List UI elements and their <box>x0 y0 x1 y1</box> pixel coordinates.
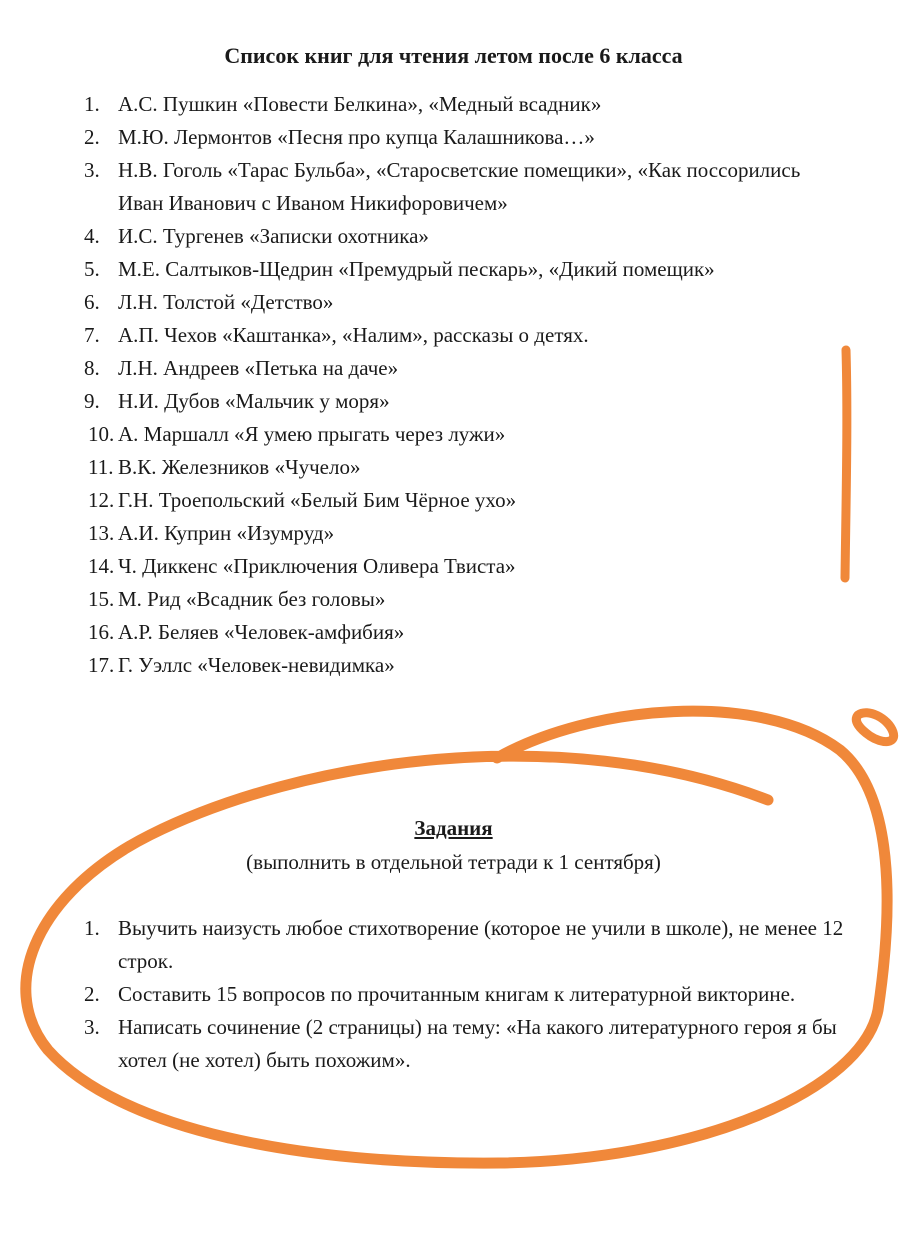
list-item <box>84 88 844 121</box>
tasks-heading: Задания <box>414 816 493 840</box>
item-text: М. Рид «Всадник без головы» <box>118 587 386 611</box>
item-number: 2. <box>84 125 100 149</box>
list-item <box>84 649 844 682</box>
item-number: 16. <box>88 620 115 644</box>
item-text: А.Р. Беляев «Человек-амфибия» <box>118 620 405 644</box>
item-number: 15. <box>88 587 115 611</box>
item-text: Г. Уэллс «Человек-невидимка» <box>118 653 395 677</box>
item-number: 6. <box>84 290 100 314</box>
item-text: А.С. Пушкин «Повести Белкина», «Медный всадник» <box>118 92 602 116</box>
item-number: 14. <box>88 554 115 578</box>
item-number: 9. <box>84 389 100 413</box>
item-number: 2. <box>84 982 100 1006</box>
document-title: Список книг для чтения летом после 6 класса <box>224 43 683 68</box>
item-text: Н.В. Гоголь «Тарас Бульба», «Старосветские помещики», «Как поссорились Иван Иванович с Иваном Никифоровичем» <box>118 158 801 215</box>
list-item <box>84 253 844 286</box>
item-text: М.Е. Салтыков-Щедрин «Премудрый пескарь», «Дикий помещик» <box>118 257 715 281</box>
list-item <box>84 451 844 484</box>
item-number: 17. <box>88 653 115 677</box>
item-text: Выучить наизусть любое стихотворение (которое не учили в школе), не менее 12 строк. <box>118 916 844 973</box>
item-text: Н.И. Дубов «Мальчик у моря» <box>118 389 390 413</box>
list-item <box>84 319 844 352</box>
list-item <box>84 352 844 385</box>
item-text: В.К. Железников «Чучело» <box>118 455 361 479</box>
item-number: 11. <box>88 455 114 479</box>
list-item <box>84 517 844 550</box>
list-item <box>84 583 844 616</box>
item-text: А.П. Чехов «Каштанка», «Налим», рассказы о детях. <box>118 323 589 347</box>
item-number: 1. <box>84 92 100 116</box>
marker-vertical-stroke <box>845 350 847 578</box>
item-text: И.С. Тургенев «Записки охотника» <box>118 224 429 248</box>
tasks-subtitle: (выполнить в отдельной тетради к 1 сентября) <box>246 850 661 874</box>
marker-dot <box>856 713 893 742</box>
item-text: Л.Н. Толстой «Детство» <box>118 290 334 314</box>
item-number: 3. <box>84 158 100 182</box>
item-text: А. Маршалл «Я умею прыгать через лужи» <box>118 422 506 446</box>
list-item <box>84 220 844 253</box>
book-list <box>84 88 844 682</box>
item-number: 13. <box>88 521 115 545</box>
item-number: 3. <box>84 1015 100 1039</box>
list-item <box>84 484 844 517</box>
list-item <box>84 286 844 319</box>
item-number: 5. <box>84 257 100 281</box>
item-number: 12. <box>88 488 115 512</box>
item-text: Л.Н. Андреев «Петька на даче» <box>118 356 399 380</box>
item-number: 7. <box>84 323 100 347</box>
list-item <box>84 121 844 154</box>
item-number: 10. <box>88 422 115 446</box>
item-text: М.Ю. Лермонтов «Песня про купца Калашникова…» <box>118 125 595 149</box>
list-item <box>84 1011 864 1077</box>
item-number: 8. <box>84 356 100 380</box>
task-list <box>84 912 864 1077</box>
item-text: Г.Н. Троепольский «Белый Бим Чёрное ухо» <box>118 488 517 512</box>
list-item <box>84 154 844 220</box>
list-item <box>84 912 864 978</box>
list-item <box>84 978 864 1011</box>
item-number: 4. <box>84 224 100 248</box>
list-item <box>84 385 844 418</box>
item-text: А.И. Куприн «Изумруд» <box>118 521 335 545</box>
item-text: Написать сочинение (2 страницы) на тему: «На какого литературного героя я бы хотел (не хотел) быть похожим». <box>118 1015 837 1072</box>
list-item <box>84 550 844 583</box>
item-number: 1. <box>84 916 100 940</box>
list-item <box>84 418 844 451</box>
list-item <box>84 616 844 649</box>
item-text: Ч. Диккенс «Приключения Оливера Твиста» <box>118 554 516 578</box>
item-text: Составить 15 вопросов по прочитанным книгам к литературной викторине. <box>118 982 796 1006</box>
